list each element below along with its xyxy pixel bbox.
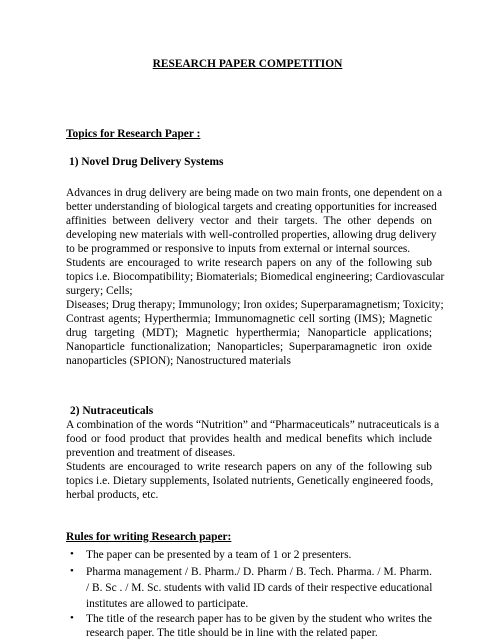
section1-line: Students are encouraged to write research papers on any of the following sub (66, 257, 432, 269)
section1-line: drug targeting (MDT); Magnetic hyperthermia; Nanoparticle applications; (66, 327, 432, 339)
section1-line: Contrast agents; Hyperthermia; Immunomagnetic cell sorting (IMS); Magnetic (66, 313, 432, 325)
rules-heading: Rules for writing Research paper: (66, 531, 232, 543)
section1-line: topics i.e. Biocompatibility; Biomaterials; Biomedical engineering; Cardiovascular (66, 271, 445, 283)
rules-line: research paper. The title should be in line with the related paper. (86, 627, 378, 639)
section2-line: topics i.e. Dietary supplements, Isolated nutrients, Genetically engineered foods, (66, 475, 434, 487)
rules-line: The title of the research paper has to be given by the student who writes the (86, 613, 432, 625)
bullet-icon: • (70, 565, 74, 577)
section1-line: Nanoparticle functionalization; Nanoparticles; Superparamagnetic iron oxide (66, 341, 432, 353)
section2-line: A combination of the words “Nutrition” and “Pharmaceuticals” nutraceuticals is a (66, 419, 440, 431)
rules-line: / B. Sc . / M. Sc. students with valid ID cards of their respective educational (86, 582, 433, 594)
section2-heading: 2) Nutraceuticals (70, 405, 154, 417)
section1-heading: 1) Novel Drug Delivery Systems (69, 156, 224, 168)
page-title: RESEARCH PAPER COMPETITION (152, 58, 343, 70)
section2-line: prevention and treatment of diseases. (66, 447, 236, 459)
bullet-icon: • (70, 548, 74, 560)
section1-line: better understanding of biological targets and creating opportunities for increased (66, 201, 437, 213)
section1-line: to be programmed or responsive to inputs from external or internal sources. (66, 243, 411, 255)
rules-line: institutes are allowed to participate. (86, 598, 249, 610)
rules-line: The paper can be presented by a team of 1 or 2 presenters. (86, 549, 352, 561)
section1-line: Diseases; Drug therapy; Immunology; Iron oxides; Superparamagnetism; Toxicity; (66, 299, 444, 311)
section1-line: developing new materials with well-controlled properties, allowing drug delivery (66, 229, 437, 241)
section1-line: surgery; Cells; (66, 285, 133, 297)
bullet-icon: • (70, 612, 74, 624)
section2-line: food or food product that provides health and medical benefits which include (66, 433, 432, 445)
section2-line: herbal products, etc. (66, 489, 159, 501)
topics-heading: Topics for Research Paper : (66, 128, 201, 140)
section1-line: affinities between delivery vector and their targets. The other depends on (66, 215, 432, 227)
rules-line: Pharma management / B. Pharm./ D. Pharm / B. Tech. Pharma. / M. Pharm. (86, 566, 432, 578)
section1-line: Advances in drug delivery are being made on two main fronts, one dependent on a (66, 187, 443, 199)
section2-line: Students are encouraged to write research papers on any of the following sub (66, 461, 432, 473)
section1-line: nanoparticles (SPION); Nanostructured materials (66, 355, 291, 367)
